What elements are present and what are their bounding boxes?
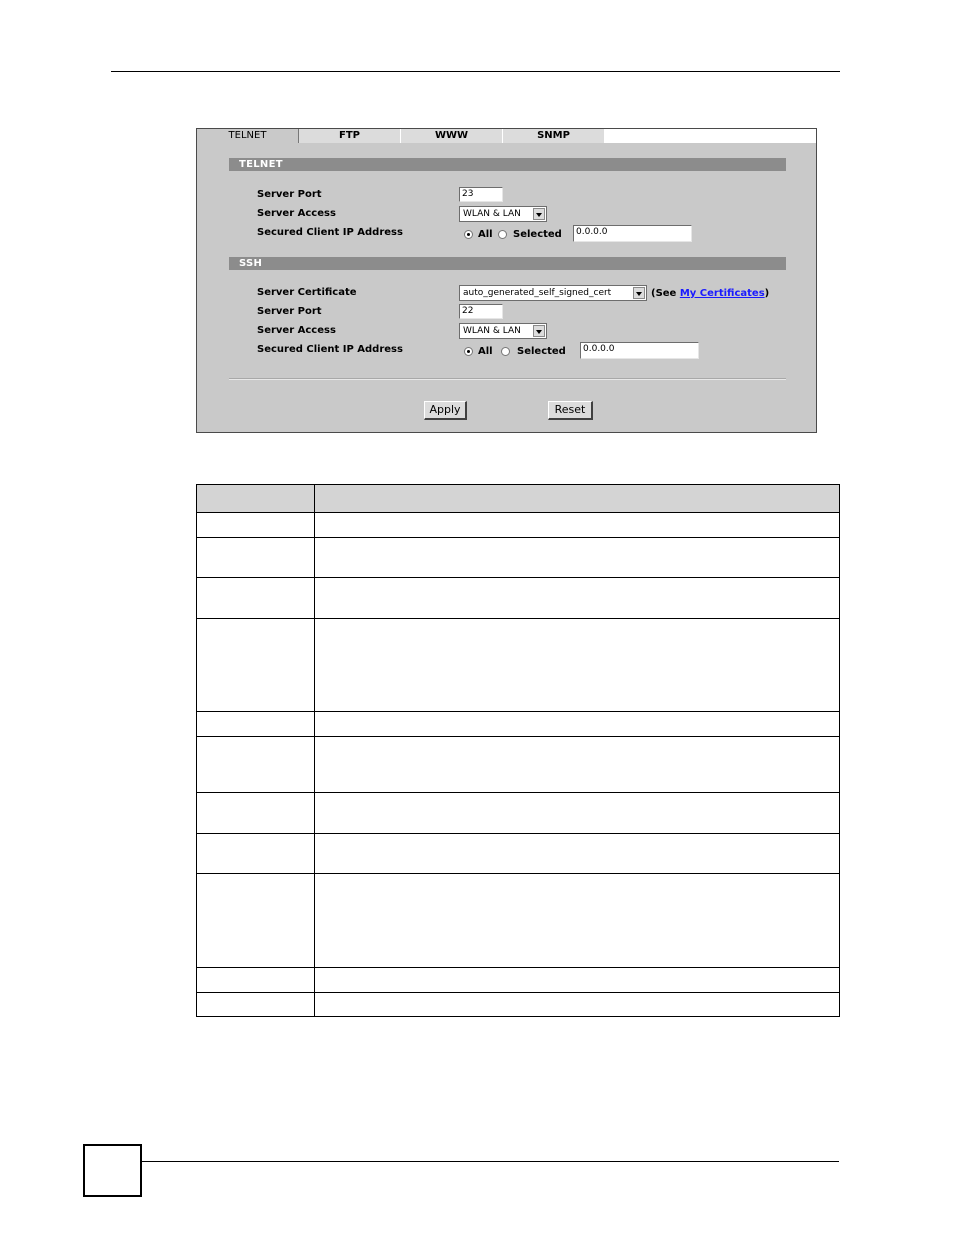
telnet-server-port-label: Server Port — [257, 189, 322, 200]
footer-rule — [141, 1161, 839, 1162]
ssh-ip-input[interactable]: 0.0.0.0 — [580, 342, 699, 359]
tab-snmp[interactable]: SNMP — [503, 129, 605, 143]
table-row — [197, 967, 839, 968]
ssh-radio-all[interactable] — [464, 347, 473, 356]
form-divider — [229, 378, 786, 380]
ssh-server-access-label: Server Access — [257, 325, 336, 336]
ssh-server-access-value: WLAN & LAN — [463, 326, 521, 336]
my-certificates-link[interactable]: My Certificates — [679, 288, 765, 299]
see-certificates-note — [651, 288, 769, 300]
ssh-server-access-select[interactable] — [459, 323, 547, 339]
telnet-secured-ip-label: Secured Client IP Address — [257, 227, 403, 238]
table-row — [197, 833, 839, 834]
chevron-down-icon — [533, 325, 545, 337]
page-number-box — [83, 1144, 142, 1197]
table-row — [197, 736, 839, 737]
table-row — [197, 537, 839, 538]
table-header-row — [197, 485, 839, 512]
tab-ftp[interactable]: FTP — [299, 129, 401, 143]
ssh-server-certificate-label: Server Certificate — [257, 287, 357, 298]
ssh-section-header: SSH — [229, 257, 786, 270]
ssh-radio-all-label: All — [478, 346, 493, 357]
table-row — [197, 992, 839, 993]
remote-management-screen — [196, 128, 817, 433]
telnet-server-access-select[interactable] — [459, 206, 547, 222]
telnet-radio-selected[interactable] — [498, 230, 507, 239]
telnet-radio-all[interactable] — [464, 230, 473, 239]
telnet-section-header: TELNET — [229, 158, 786, 171]
ssh-radio-selected-label: Selected — [517, 346, 566, 357]
chevron-down-icon — [633, 287, 645, 299]
tab-bar — [197, 129, 816, 143]
ssh-radio-selected[interactable] — [501, 347, 510, 356]
header-rule — [111, 71, 840, 72]
telnet-server-access-value: WLAN & LAN — [463, 209, 521, 219]
telnet-server-port-input[interactable]: 23 — [459, 187, 503, 202]
telnet-server-access-label: Server Access — [257, 208, 336, 219]
field-description-table — [196, 484, 840, 1017]
table-row — [197, 577, 839, 578]
table-row — [197, 873, 839, 874]
ssh-server-certificate-select[interactable] — [459, 285, 647, 301]
table-row — [197, 512, 839, 513]
tab-www[interactable]: WWW — [401, 129, 503, 143]
see-suffix: ) — [764, 288, 770, 299]
table-row — [197, 618, 839, 619]
telnet-ip-input[interactable]: 0.0.0.0 — [573, 225, 692, 242]
see-prefix: (See — [651, 288, 680, 299]
ssh-server-port-label: Server Port — [257, 306, 322, 317]
telnet-radio-selected-label: Selected — [513, 229, 562, 240]
table-row — [197, 711, 839, 712]
table-column-divider — [314, 485, 315, 1016]
telnet-radio-all-label: All — [478, 229, 493, 240]
reset-button[interactable]: Reset — [548, 401, 593, 420]
apply-button[interactable]: Apply — [424, 401, 467, 420]
tab-telnet[interactable]: TELNET — [197, 129, 299, 143]
table-row — [197, 792, 839, 793]
chevron-down-icon — [533, 208, 545, 220]
ssh-secured-ip-label: Secured Client IP Address — [257, 344, 403, 355]
ssh-server-port-input[interactable]: 22 — [459, 304, 503, 319]
ssh-server-certificate-value: auto_generated_self_signed_cert — [463, 288, 612, 298]
